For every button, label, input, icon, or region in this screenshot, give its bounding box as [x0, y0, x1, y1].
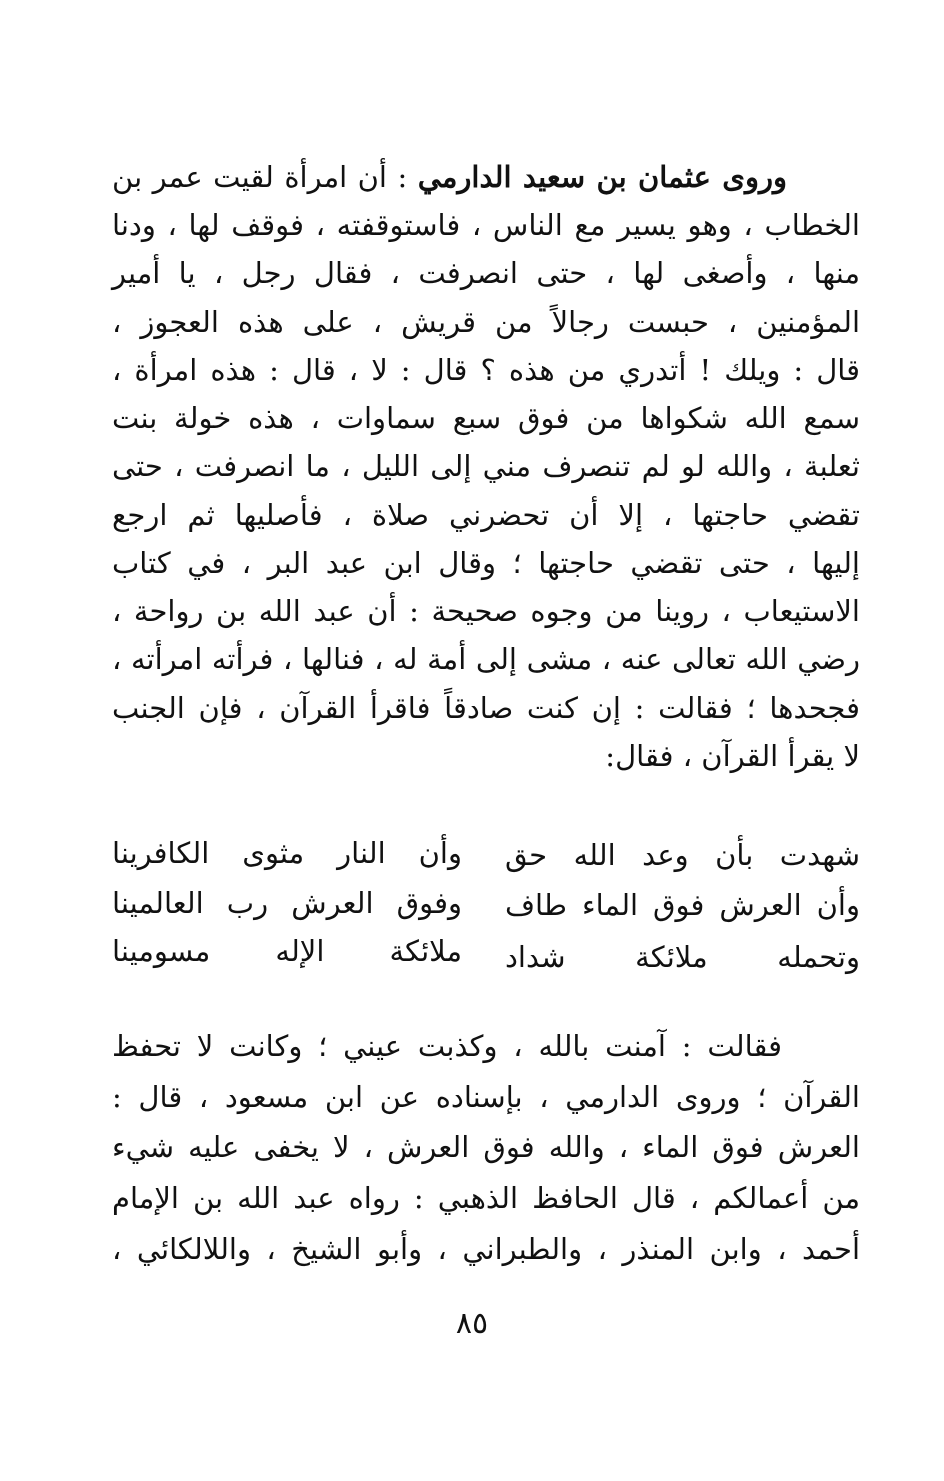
paragraph-line: [112, 156, 787, 198]
page-number: ٨٥: [455, 1306, 489, 1341]
paragraph-line: سمع الله شكواها من فوق سبع سماوات ، هذه خولة بنت: [112, 401, 860, 435]
poem-hemistich-left: ملائكة الإله مسومينا: [112, 934, 462, 968]
paragraph-line: قال : ويلك ! أتدري من هذه ؟ قال : لا ، قال : هذه امرأة ،: [112, 353, 860, 387]
paragraph-line: رضي الله تعالى عنه ، مشى إلى أمة له ، فنالها ، فرأته امرأته ،: [112, 642, 860, 676]
paragraph-line: إليها ، حتى تقضي حاجتها ؛ وقال ابن عبد البر ، في كتاب: [112, 546, 860, 580]
paragraph-line: ثعلبة ، والله لو لم تنصرف مني إلى الليل ، ما انصرفت ، حتى: [112, 449, 860, 483]
paragraph-line: لا يقرأ القرآن ، فقال:: [605, 739, 860, 773]
paragraph-line: تقضي حاجتها ، إلا أن تحضرني صلاة ، فأصليها ثم ارجع: [112, 498, 860, 532]
poem-hemistich-right: شهدت بأن وعد الله حق: [505, 838, 860, 872]
poem-hemistich-right: وأن العرش فوق الماء طاف: [505, 888, 860, 922]
paragraph-text: : أن امرأة لقيت عمر بن: [112, 160, 418, 194]
paragraph-line: من أعمالكم ، قال الحافظ الذهبي : رواه عبد الله بن الإمام: [112, 1181, 860, 1215]
poem-hemistich-left: وأن النار مثوى الكافرينا: [112, 836, 462, 870]
poem-hemistich-left: وفوق العرش رب العالمينا: [112, 886, 462, 920]
paragraph-line: منها ، وأصغى لها ، حتى انصرفت ، فقال رجل ، يا أمير: [112, 256, 860, 290]
paragraph-line: القرآن ؛ وروى الدارمي ، بإسناده عن ابن مسعود ، قال :: [112, 1080, 860, 1114]
paragraph-line: الخطاب ، وهو يسير مع الناس ، فاستوقفته ، فوقف لها ، ودنا: [112, 208, 860, 242]
paragraph-line: فقالت : آمنت بالله ، وكذبت عيني ؛ وكانت لا تحفظ: [112, 1029, 782, 1063]
poem-hemistich-right: وتحمله ملائكة شداد: [505, 940, 860, 974]
narrator-name: وروى عثمان بن سعيد الدارمي: [417, 160, 787, 194]
paragraph-line: أحمد ، وابن المنذر ، والطبراني ، وأبو الشيخ ، واللالكائي ،: [112, 1232, 860, 1266]
paragraph-line: العرش فوق الماء ، والله فوق العرش ، لا يخفى عليه شيء: [112, 1130, 860, 1164]
paragraph-line: الاستيعاب ، روينا من وجوه صحيحة : أن عبد الله بن رواحة ،: [112, 594, 860, 628]
paragraph-line: المؤمنين ، حبست رجالاً من قريش ، على هذه العجوز ،: [112, 305, 860, 339]
paragraph-line: فجحدها ؛ فقالت : إن كنت صادقاً فاقرأ القرآن ، فإن الجنب: [112, 691, 860, 725]
